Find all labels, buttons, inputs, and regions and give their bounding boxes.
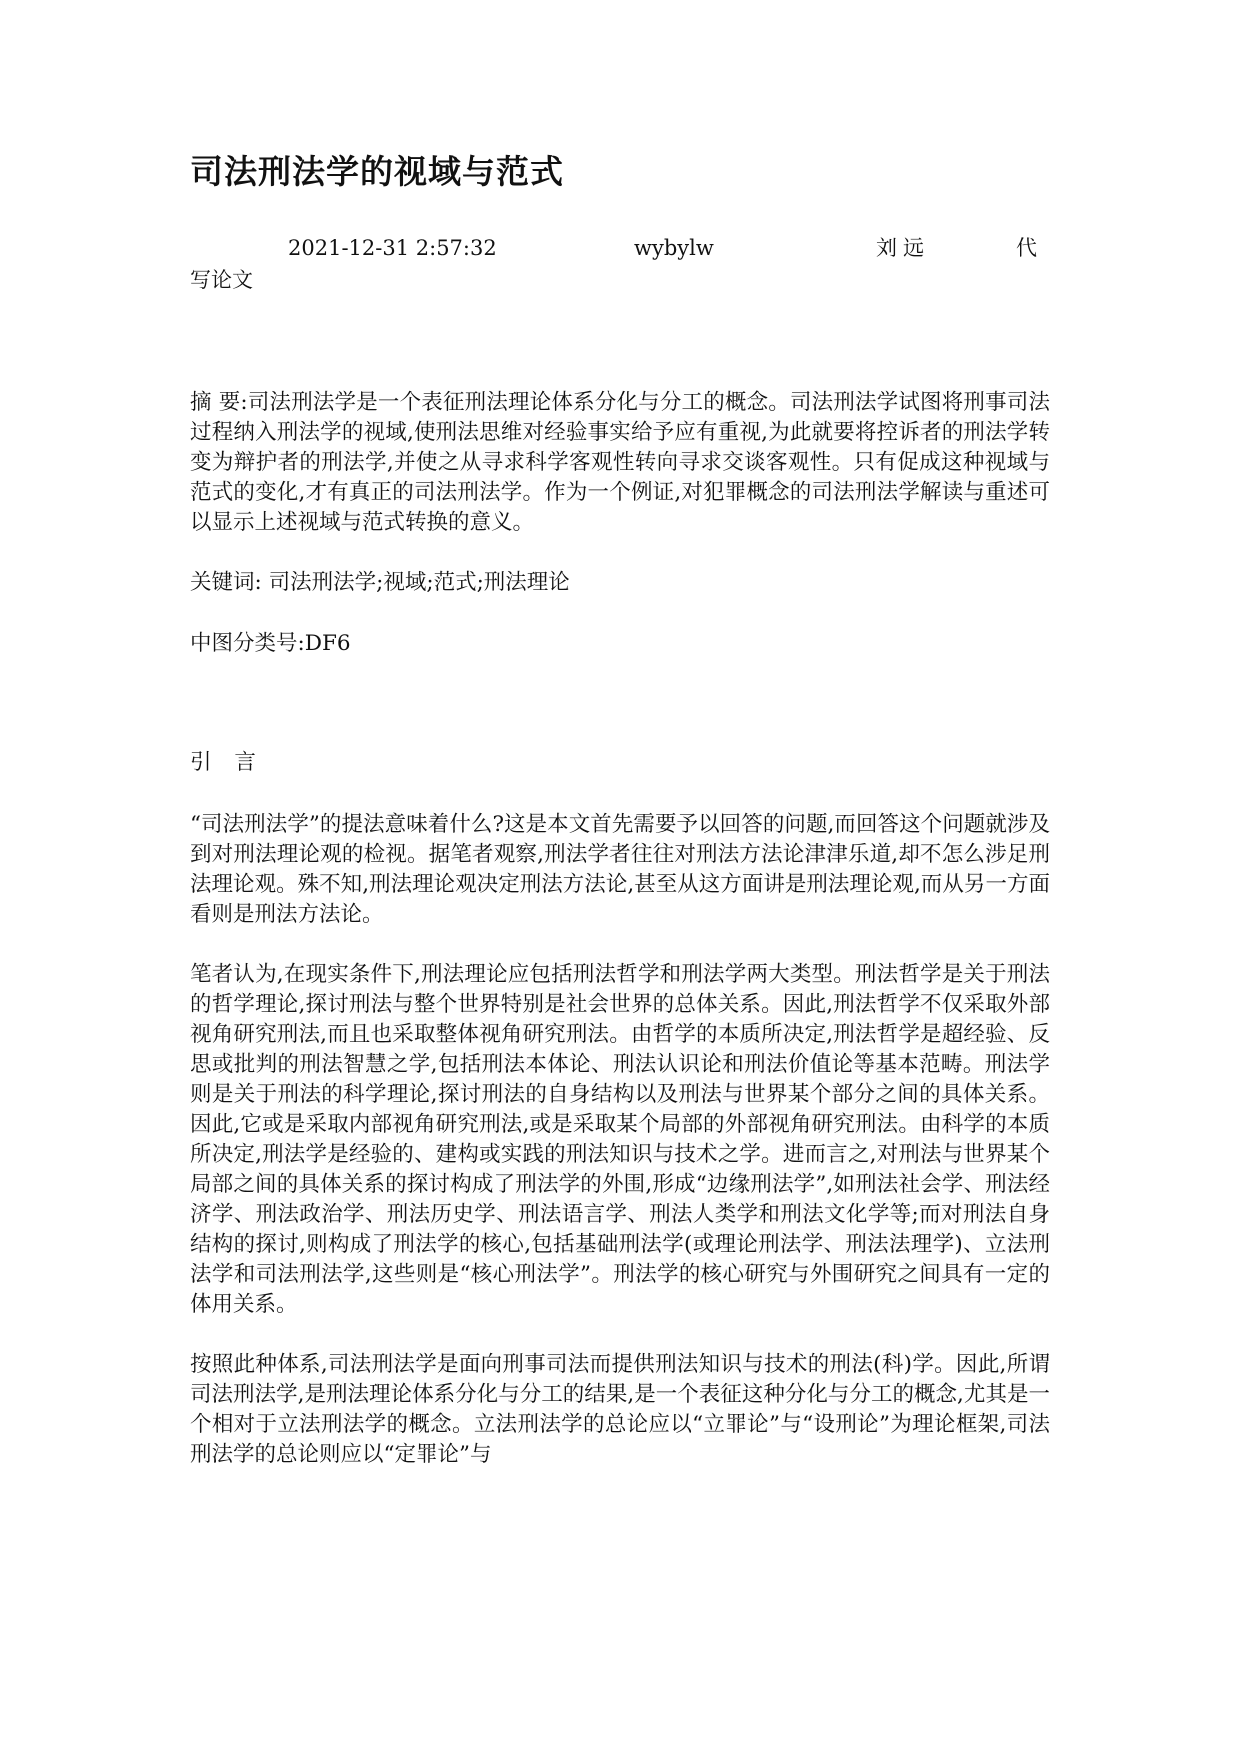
article-title: 司法刑法学的视域与范式 <box>190 152 564 191</box>
body-paragraph: 笔者认为,在现实条件下,刑法理论应包括刑法哲学和刑法学两大类型。刑法哲学是关于刑法的哲学理论,探讨刑法与整个世界特别是社会世界的总体关系。因此,刑法哲学不仅采取外部视角研究刑法,而且也采取整体视角研究刑法。由哲学的本质所决定,刑法哲学是超经验、反思或批判的刑法智慧之学,包括刑法本体论、刑法认识论和刑法价值论等基本范畴。刑法学则是关于刑法的科学理论,探讨刑法的自身结构以及刑法与世界某个部分之间的具体关系。因此,它或是采取内部视角研究刑法,或是采取某个局部的外部视角研究刑法。由科学的本质所决定,刑法学是经验的、建构或实践的刑法知识与技术之学。进而言之,对刑法与世界某个局部之间的具体关系的探讨构成了刑法学的外围,形成“边缘刑法学”,如刑法社会学、刑法经济学、刑法政治学、刑法历史学、刑法语言学、刑法人类学和刑法文化学等;而对刑法自身结构的探讨,则构成了刑法学的核心,包括基础刑法学(或理论刑法学、刑法法理学)、立法刑法学和司法刑法学,这些则是“核心刑法学”。刑法学的核心研究与外围研究之间具有一定的体用关系。 <box>190 962 1050 1317</box>
uploader-name: wybylw <box>634 236 714 260</box>
meta-row <box>190 232 1046 264</box>
body-paragraph: “司法刑法学”的提法意味着什么?这是本文首先需要予以回答的问题,而回答这个问题就涉及到对刑法理论观的检视。据笔者观察,刑法学者往往对刑法方法论津津乐道,却不怎么涉足刑法理论观。殊不知,刑法理论观决定刑法方法论,甚至从这方面讲是刑法理论观,而从另一方面看则是刑法方法论。 <box>190 812 1050 927</box>
abstract-paragraph: 摘 要:司法刑法学是一个表征刑法理论体系分化与分工的概念。司法刑法学试图将刑事司法过程纳入刑法学的视域,使刑法思维对经验事实给予应有重视,为此就要将控诉者的刑法学转变为辩护者的刑法学,并使之从寻求科学客观性转向寻求交谈客观性。只有促成这种视域与范式的变化,才有真正的司法刑法学。作为一个例证,对犯罪概念的司法刑法学解读与重述可以显示上述视域与范式转换的意义。 <box>190 390 1050 535</box>
classification-number: 中图分类号:DF6 <box>190 631 351 656</box>
category-label-start: 代 <box>1016 236 1037 260</box>
publish-date: 2021-12-31 2:57:32 <box>288 236 497 260</box>
author-name: 刘远 <box>876 236 930 260</box>
category-label-end: 写论文 <box>190 268 253 292</box>
keywords-line: 关键词: 司法刑法学;视域;范式;刑法理论 <box>190 570 570 595</box>
article-body <box>190 388 1050 1500</box>
section-heading: 引 言 <box>190 750 264 775</box>
body-paragraph: 按照此种体系,司法刑法学是面向刑事司法而提供刑法知识与技术的刑法(科)学。因此,所谓司法刑法学,是刑法理论体系分化与分工的结果,是一个表征这种分化与分工的概念,尤其是一个相对于立法刑法学的概念。立法刑法学的总论应以“立罪论”与“设刑论”为理论框架,司法刑法学的总论则应以“定罪论”与 <box>190 1352 1050 1467</box>
article-meta <box>190 232 1046 296</box>
